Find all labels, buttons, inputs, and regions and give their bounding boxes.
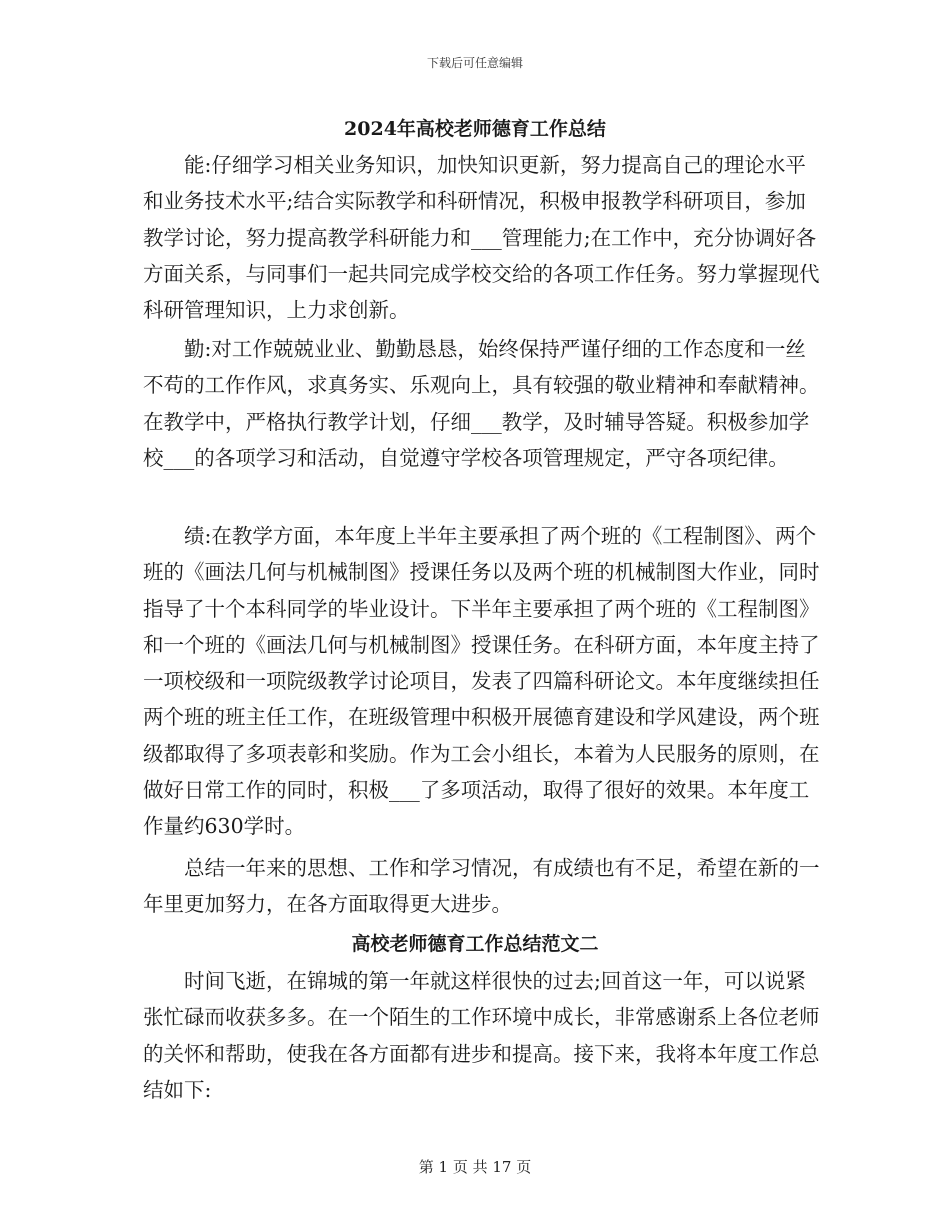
document-title: 2024年高校老师德育工作总结 [344,118,606,140]
paragraph-intro-2: 时间飞逝，在锦城的第一年就这样很快的过去;回首这一年，可以说紧张忙碌而收获多多。在一个陌生的工作环境中成长，非常感谢系上各位老师的关怀和帮助，使我在各方面都有进步和提高。接下来，我将本年度工作总结如下: [143,969,820,1102]
section-title-2: 高校老师德育工作总结范文二 [351,933,599,955]
page-footer: 第 1 页 共 17 页 [418,1158,532,1176]
paragraph-ji: 绩:在教学方面，本年度上半年主要承担了两个班的《工程制图》、两个班的《画法几何与机械制图》授课任务以及两个班的机械制图大作业，同时指导了十个本科同学的毕业设计。下半年主要承担了两个班的《工程制图》和一个班的《画法几何与机械制图》授课任务。在科研方面，本年度主持了一项校级和一项院级教学讨论项目，发表了四篇科研论文。本年度继续担任两个班的班主任工作，在班级管理中积极开展德育建设和学风建设，两个班级都取得了多项表彰和奖励。作为工会小组长，本着为人民服务的原则，在做好日常工作的同时，积极___了多项活动，取得了很好的效果。本年度工作量约630学时。 [143,524,820,839]
header-note: 下载后可任意编辑 [426,56,523,70]
paragraph-summary: 总结一年来的思想、工作和学习情况，有成绩也有不足，希望在新的一年里更加努力，在各方面取得更大进步。 [143,856,820,917]
paragraph-qin: 勤:对工作兢兢业业、勤勤恳恳，始终保持严谨仔细的工作态度和一丝不苟的工作作风，求真务实、乐观向上，具有较强的敬业精神和奉献精神。在教学中，严格执行教学计划，仔细___教学，及时辅导答疑。积极参加学校___的各项学习和活动，自觉遵守学校各项管理规定，严守各项纪律。 [143,337,820,470]
paragraph-neng: 能:仔细学习相关业务知识，加快知识更新，努力提高自己的理论水平和业务技术水平;结合实际教学和科研情况，积极申报教学科研项目，参加教学讨论，努力提高教学科研能力和___管理能力;在工作中，充分协调好各方面关系，与同事们一起共同完成学校交给的各项工作任务。努力掌握现代科研管理知识，上力求创新。 [143,153,820,323]
